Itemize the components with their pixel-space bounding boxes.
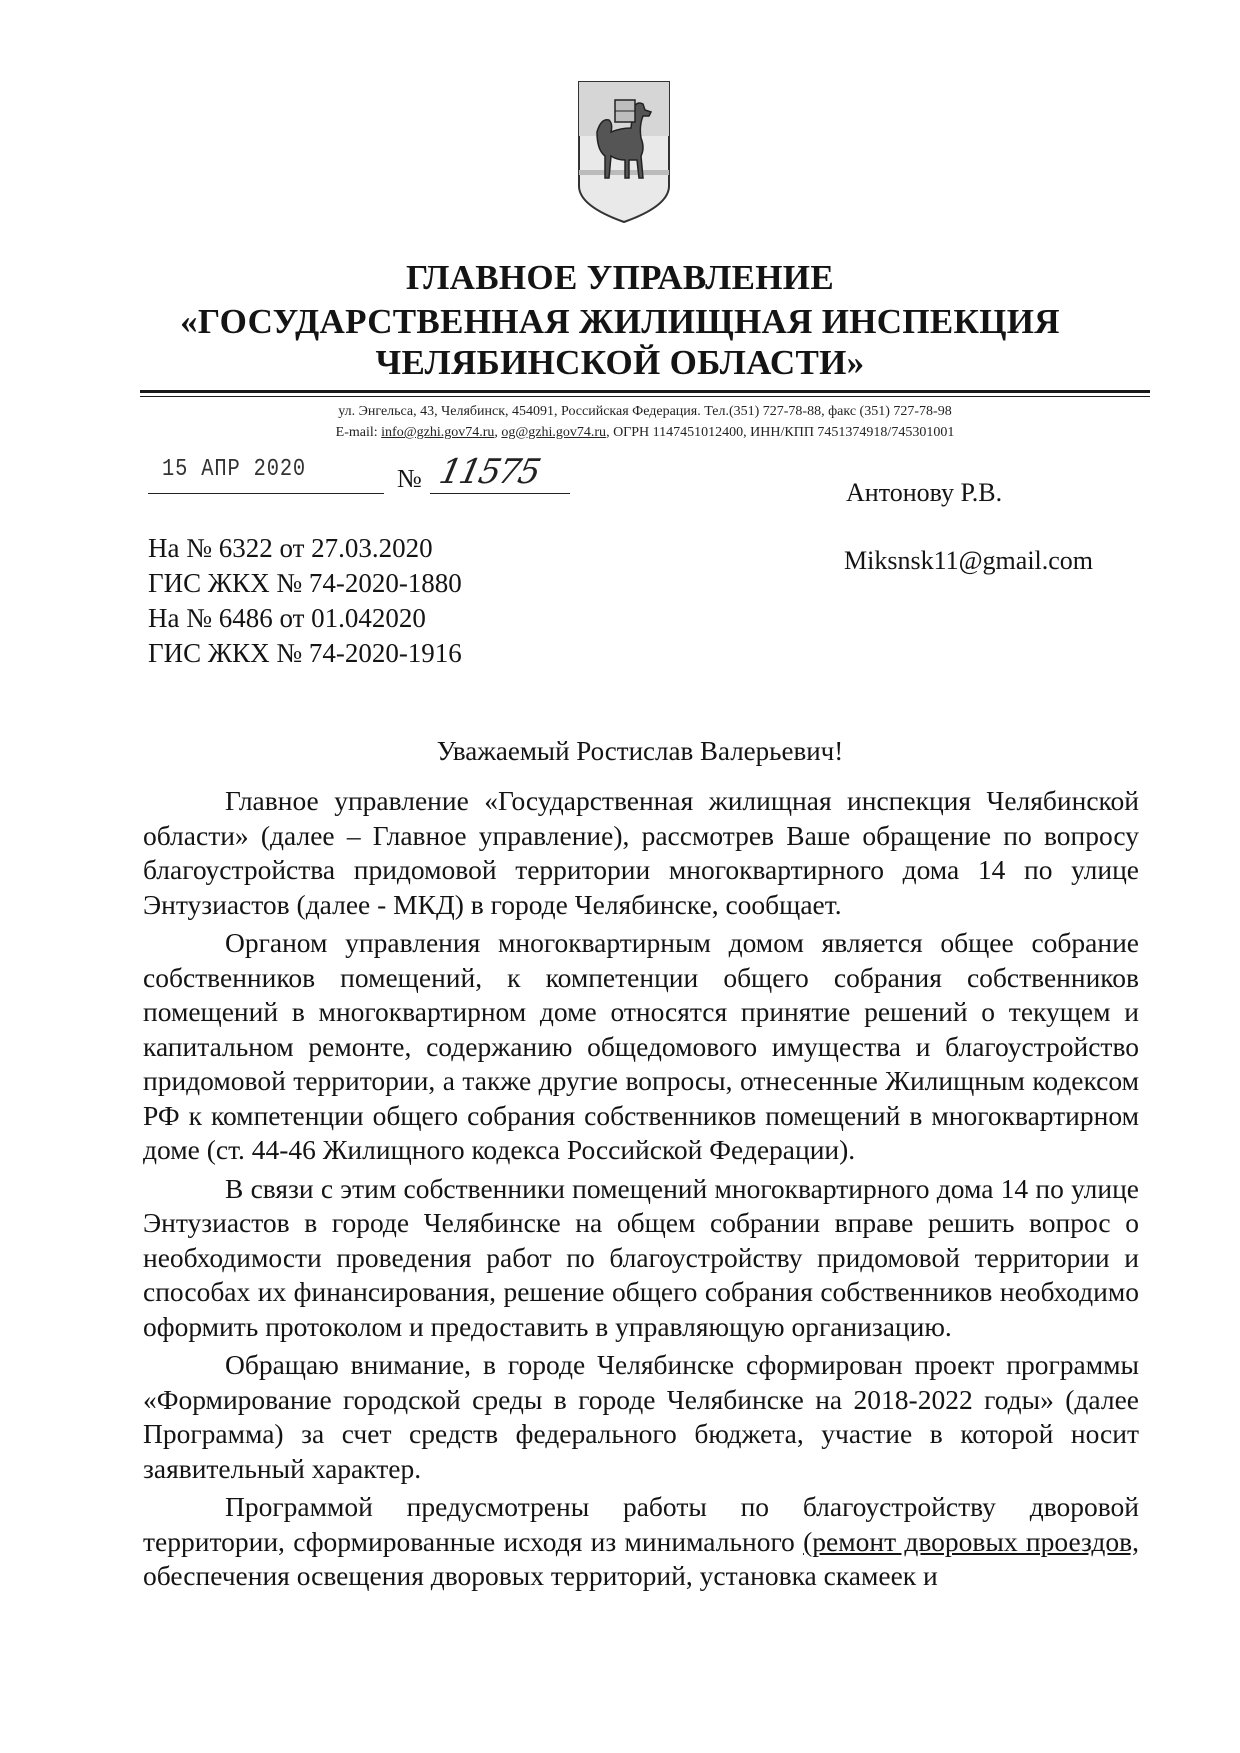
addressee-email: Miksnsk11@gmail.com [844,546,1094,575]
reference-line: ГИС ЖКХ № 74-2020-1880 [148,568,462,598]
salutation: Уважаемый Ростислав Валерьевич! [436,736,844,766]
number-sign: № [397,464,422,493]
reference-line: На № 6486 от 01.042020 [148,603,426,633]
body-paragraph: Обращаю внимание, в городе Челябинске сформирован проект программы «Формирование городской среды в городе Челябинске на 2018-2022 годы» (далее Программа) за счет средств федерального бюджета, участие в которой носит заявительный характер. [143,1349,1139,1484]
paragraph-text: обеспечения освещения дворовых территорий, установка скамеек и [143,1560,938,1591]
body-paragraph [143,1490,1139,1594]
contact-address: ул. Энгельса, 43, Челябинск, 454091, Российская Федерация. Тел.(351) 727-78-88, факс (351) 727-78-98 [338,404,952,419]
header-divider-thin [140,396,1150,397]
organization-title-line-3: ЧЕЛЯБИНСКОЙ ОБЛАСТИ» [375,343,865,382]
body-paragraph: В связи с этим собственники помещений многоквартирного дома 14 по улице Энтузиастов в городе Челябинске на общем собрании вправе решить вопрос о необходимости проведения работ по благоустройству придомовой территории и способах их финансирования, решение общего собрания собственников необходимо оформить протоколом и предоставить в управляющую организацию. [143,1172,1139,1342]
date-underline [148,493,384,494]
email-link-og[interactable]: og@gzhi.gov74.ru [501,425,607,440]
organization-title-line-2: «ГОСУДАРСТВЕННАЯ ЖИЛИЩНАЯ ИНСПЕКЦИЯ [180,302,1060,341]
email-link-info[interactable]: info@gzhi.gov74.ru [381,425,495,440]
paragraph-text: Программой предусмотрены работы по благоустройству дворовой территории, сформированные исходя из минимального [143,1491,1139,1557]
reference-line: ГИС ЖКХ № 74-2020-1916 [148,638,462,668]
body-paragraph: Органом управления многоквартирным домом является общее собрание собственников помещений, к компетенции общего собрания собственников помещений в многоквартирном доме относятся принятие решений о текущем и капитальном ремонте, содержанию общедомового имущества и благоустройство придомовой территории, а также другие вопросы, отнесенные Жилищным кодексом РФ к компетенции общего собрания собственников помещений в многоквартирном доме (ст. 44-46 Жилищного кодекса Российской Федерации). [143,927,1139,1165]
chelyabinsk-coat-of-arms-icon [575,78,673,226]
underlined-text: (ремонт дворовых проездов, [803,1525,1139,1557]
reference-line: На № 6322 от 27.03.2020 [148,533,433,563]
letter-body [143,784,1139,1594]
contact-details [140,425,1150,441]
email-separator: , [494,425,502,440]
header-divider-thick [140,390,1150,393]
addressee-name: Антонову Р.В. [846,478,1003,507]
number-underline [430,493,570,494]
organization-title-line-1: ГЛАВНОЕ УПРАВЛЕНИЕ [406,258,834,297]
body-paragraph: Главное управление «Государственная жилищная инспекция Челябинской области» (далее – Главное управление), рассмотрев Ваше обращение по вопросу благоустройства придомовой территории многоквартирного дома 14 по улице Энтузиастов (далее - МКД) в городе Челябинске, сообщает. [143,785,1139,920]
email-prefix: E-mail: [335,425,382,440]
registration-number: 11575 [435,452,543,492]
registration-date-stamp: 15 АПР 2020 [162,456,307,483]
registry-numbers: , ОГРН 1147451012400, ИНН/КПП 7451374918/745301001 [606,425,955,440]
